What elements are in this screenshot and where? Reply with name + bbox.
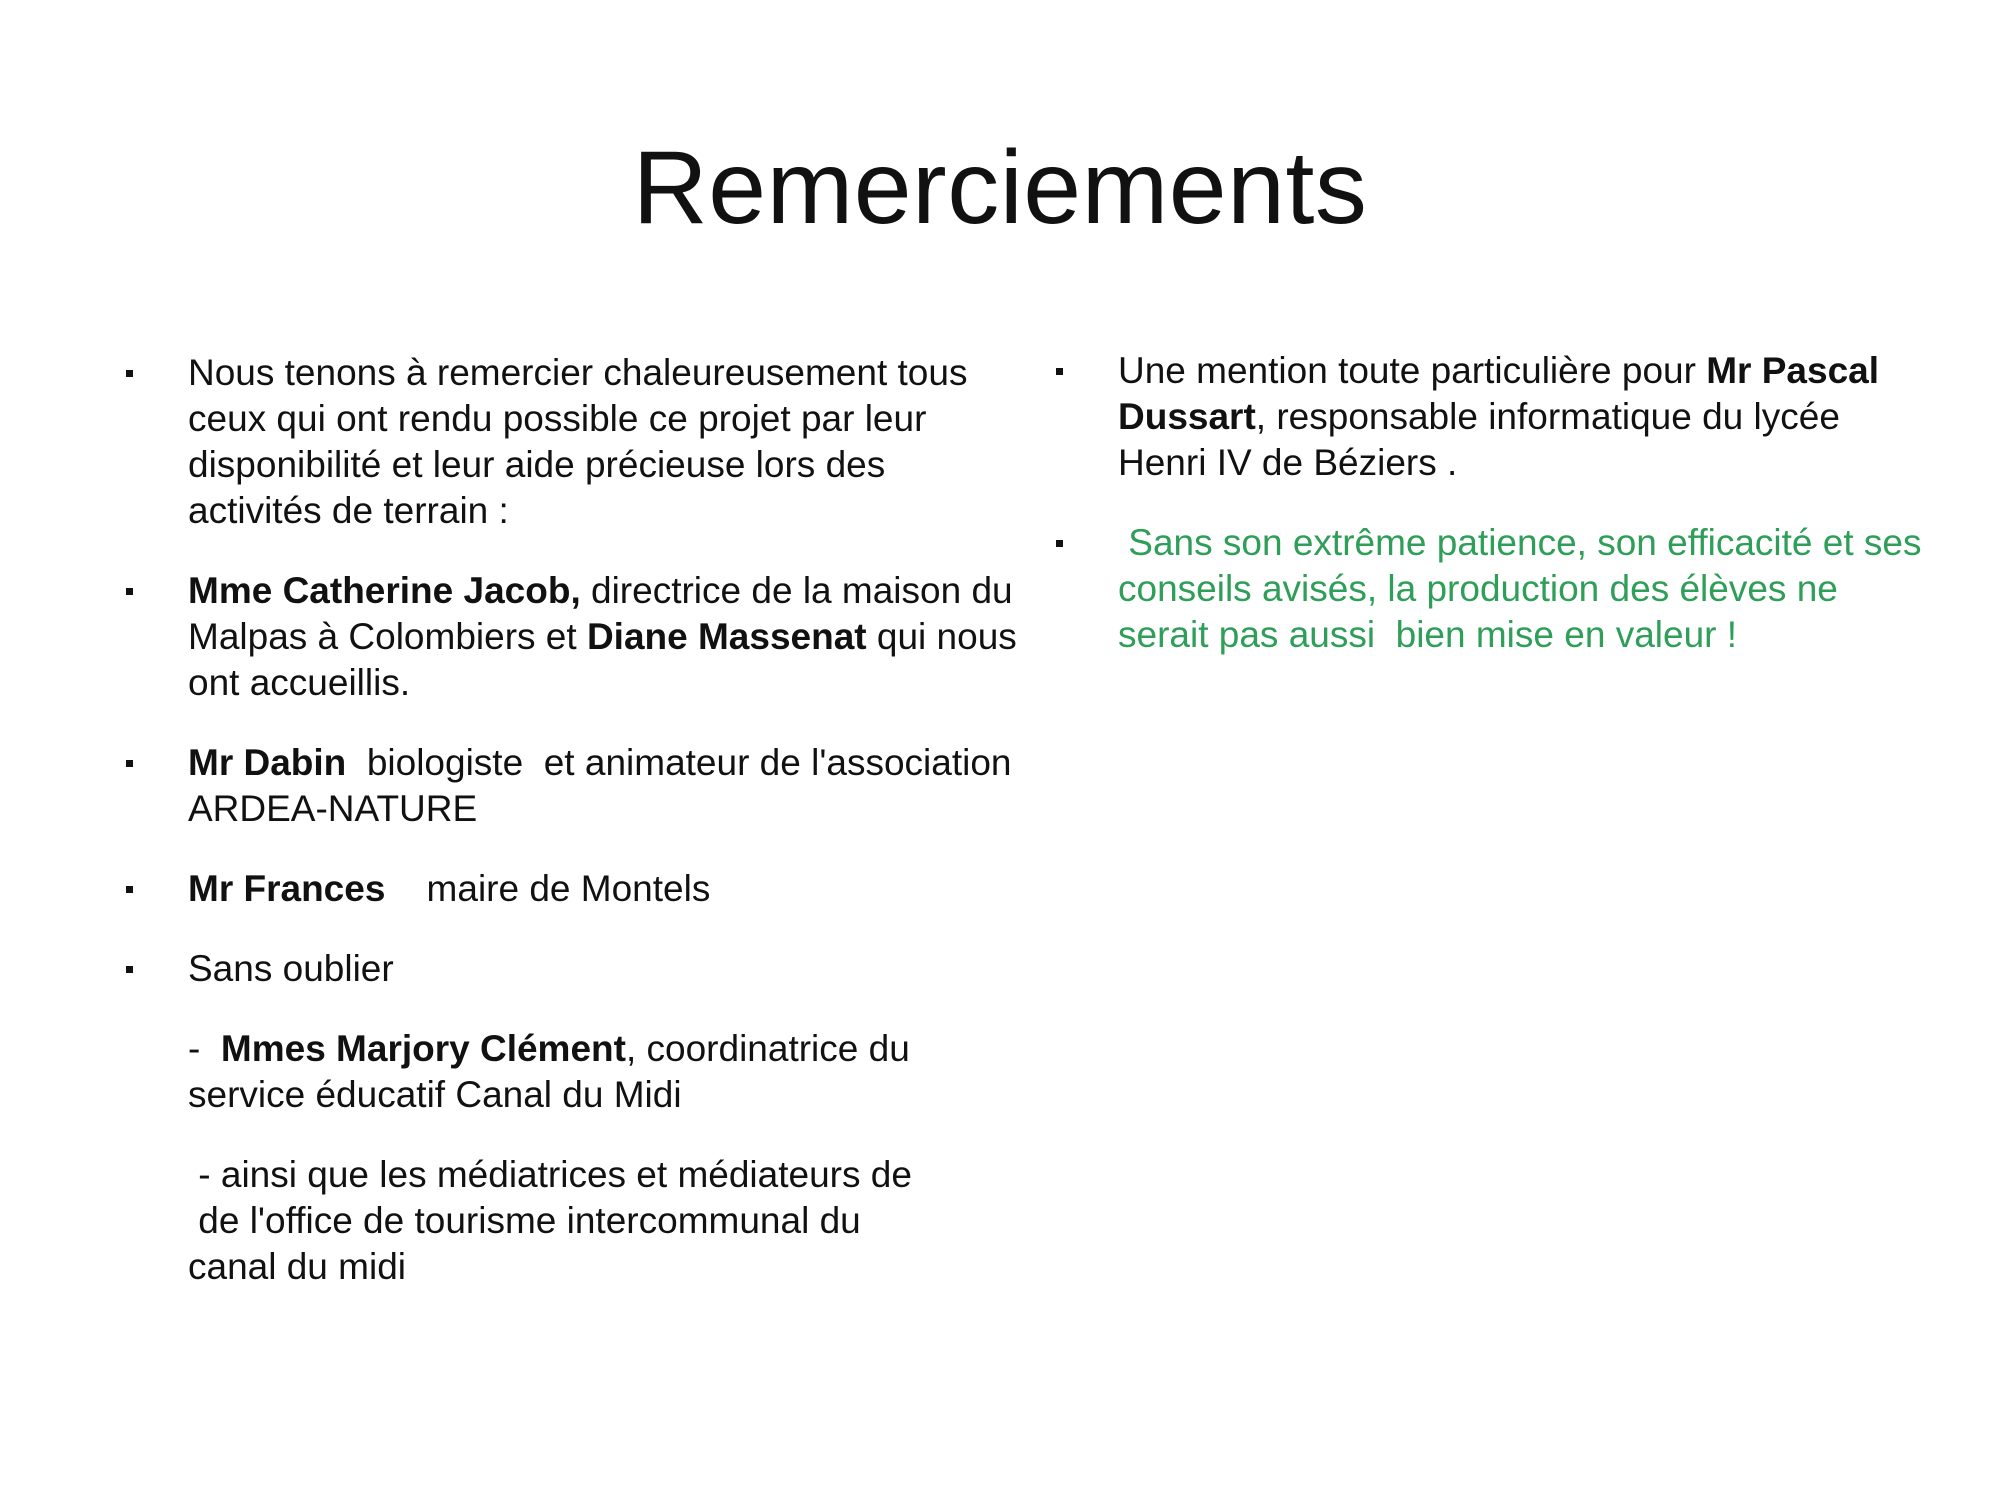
- mediatrices-line-2: de l'office de tourisme intercommunal du: [188, 1200, 861, 1241]
- clement-text: , coordinatrice du service éducatif Canal du Midi: [188, 1028, 910, 1115]
- sub-item-mediatrices: [120, 1152, 1020, 1290]
- list-item-dussart: [1050, 348, 1930, 486]
- person-name-frances: Mr Frances: [188, 868, 386, 909]
- list-item-dabin: [120, 740, 1020, 832]
- dussart-text-2: , responsable informatique du lycée Henri IV de Béziers .: [1118, 396, 1840, 483]
- dussart-text-1: Une mention toute particulière pour: [1118, 350, 1707, 391]
- malpas-text-1: directrice de la maison du Malpas à Colombiers et: [188, 570, 1013, 657]
- mediatrices-line-3: canal du midi: [188, 1246, 407, 1287]
- list-item-frances: [120, 866, 1020, 912]
- sub-dash: -: [188, 1028, 221, 1069]
- mediatrices-line-1: - ainsi que les médiatrices et médiateurs de: [188, 1154, 912, 1195]
- sub-item-clement: [120, 1026, 1020, 1118]
- person-name-dabin: Mr Dabin: [188, 742, 347, 783]
- person-name-jacob: Mme Catherine Jacob,: [188, 570, 581, 611]
- sans-oublier-text: Sans oublier: [188, 948, 394, 989]
- person-name-clement: Mmes Marjory Clément: [220, 1028, 626, 1069]
- list-item-patience: [1050, 520, 1930, 658]
- frances-text: maire de Montels: [385, 868, 711, 909]
- list-item-intro: [120, 350, 1020, 534]
- patience-text: Sans son extrême patience, son efficacité et ses conseils avisés, la production des élèves ne serait pas aussi bien mise en valeur !: [1118, 522, 1932, 655]
- person-name-dussart: Mr Pascal Dussart: [1118, 350, 1880, 437]
- list-item-sans-oublier: [120, 946, 1020, 992]
- slide-title: Remerciements: [632, 130, 1368, 246]
- left-column-list: [120, 350, 1020, 1324]
- malpas-text-2: qui nous ont accueillis.: [188, 616, 1017, 703]
- right-column-list: [1050, 348, 1930, 692]
- list-item-malpas: [120, 568, 1020, 706]
- dabin-text: biologiste et animateur de l'association ARDEA-NATURE: [188, 742, 1020, 829]
- person-name-massenat: Diane Massenat: [586, 616, 867, 657]
- intro-text: Nous tenons à remercier chaleureusement tous ceux qui ont rendu possible ce projet par leur disponibilité et leur aide précieuse lors des activités de terrain :: [188, 352, 968, 531]
